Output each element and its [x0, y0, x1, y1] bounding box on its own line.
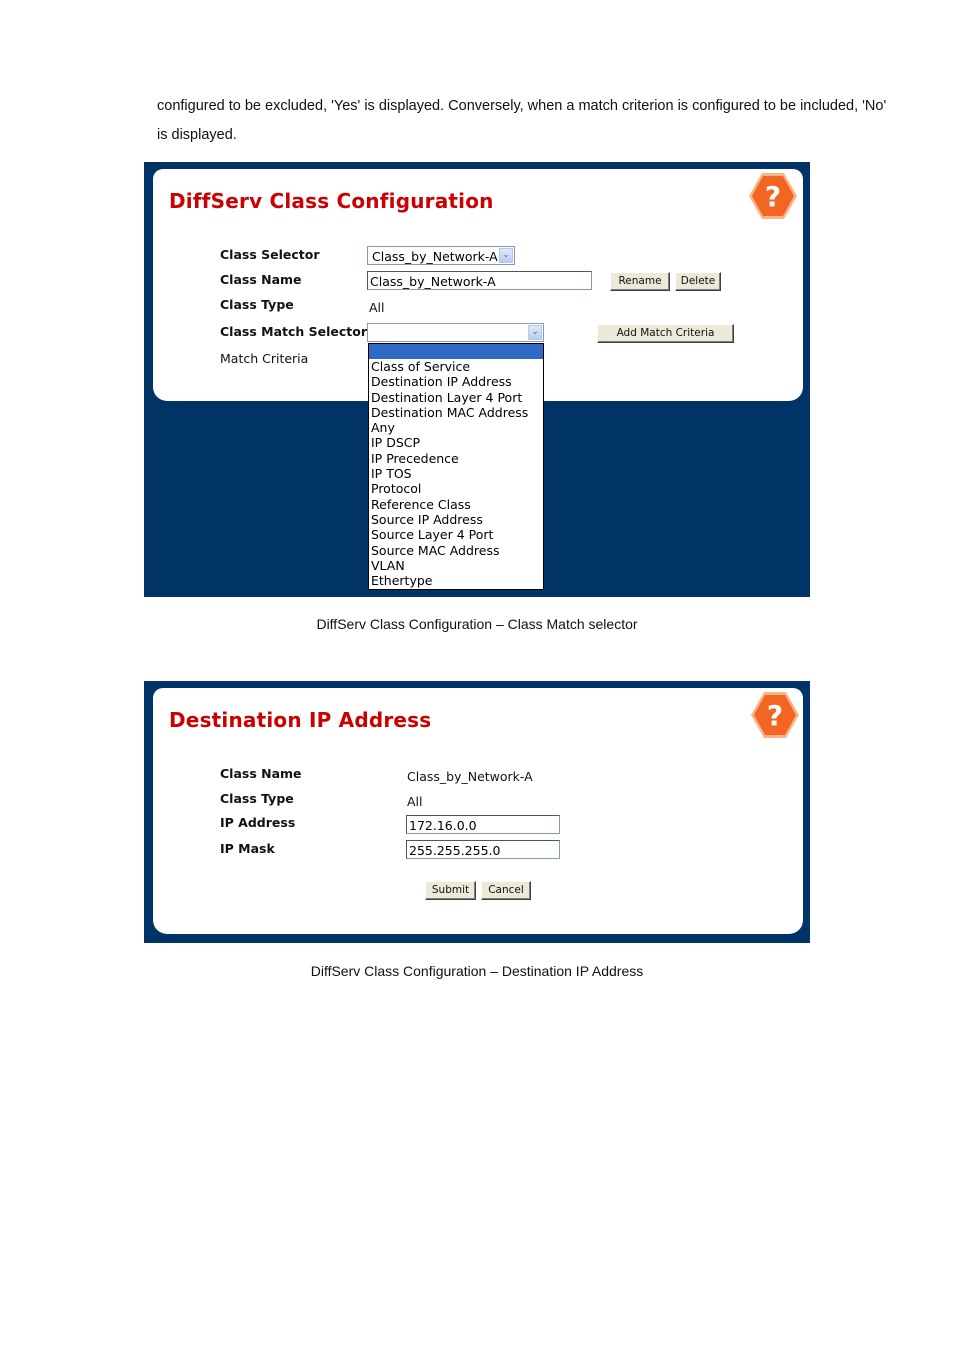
list-item[interactable]: IP TOS: [371, 466, 412, 482]
svg-text:?: ?: [764, 180, 782, 213]
intro-line-2: is displayed.: [157, 127, 237, 143]
intro-line-1: configured to be excluded, 'Yes' is displayed. Conversely, when a match criterion is configured to be included, 'No': [157, 98, 887, 114]
list-item[interactable]: IP DSCP: [371, 435, 421, 451]
ip-address-value: 172.16.0.0: [409, 818, 477, 833]
ip-address-label: IP Address: [220, 815, 296, 830]
list-item-selected-blank[interactable]: [369, 344, 543, 359]
ip-mask-label: IP Mask: [220, 841, 275, 856]
class-name-value: Class_by_Network-A: [370, 274, 496, 289]
class-name-input[interactable]: [367, 271, 592, 290]
class-selector-label: Class Selector: [220, 247, 320, 262]
class-match-options-list[interactable]: [368, 343, 544, 590]
ip-mask-input[interactable]: [406, 840, 560, 859]
add-match-criteria-button[interactable]: Add Match Criteria: [597, 324, 734, 343]
rename-button[interactable]: Rename: [610, 272, 670, 291]
list-item[interactable]: Protocol: [371, 481, 422, 497]
list-item[interactable]: Destination IP Address: [371, 374, 512, 390]
chevron-down-icon[interactable]: ⌄: [528, 325, 542, 340]
class-type-value: All: [407, 794, 423, 809]
ip-mask-value: 255.255.255.0: [409, 843, 501, 858]
class-selector-value: Class_by_Network-A: [372, 249, 498, 264]
list-item[interactable]: Source IP Address: [371, 511, 483, 527]
help-icon[interactable]: [747, 170, 799, 222]
list-item[interactable]: Destination Layer 4 Port: [371, 389, 523, 405]
ip-address-input[interactable]: [406, 815, 560, 834]
cancel-button[interactable]: Cancel: [481, 881, 531, 900]
delete-button[interactable]: Delete: [675, 272, 721, 291]
class-name-label: Class Name: [220, 272, 302, 287]
list-item[interactable]: VLAN: [371, 557, 405, 573]
page-title: Destination IP Address: [169, 708, 432, 732]
figure-1-caption: DiffServ Class Configuration – Class Match selector: [316, 616, 638, 632]
match-criteria-label: Match Criteria: [220, 351, 309, 366]
class-name-label: Class Name: [220, 766, 302, 781]
figure-class-configuration: [144, 162, 810, 597]
figure-destination-ip: [144, 681, 810, 943]
class-match-selector-dropdown[interactable]: [367, 323, 544, 342]
class-type-label: Class Type: [220, 297, 294, 312]
list-item[interactable]: Any: [371, 420, 395, 436]
class-type-label: Class Type: [220, 791, 294, 806]
list-item[interactable]: Ethertype: [371, 573, 433, 589]
help-icon[interactable]: [749, 689, 801, 741]
class-match-selector-label: Class Match Selector: [220, 324, 368, 339]
class-selector-dropdown[interactable]: [367, 246, 515, 265]
list-item[interactable]: Destination MAC Address: [371, 404, 529, 420]
list-item[interactable]: Source MAC Address: [371, 542, 500, 558]
page-title: DiffServ Class Configuration: [169, 189, 494, 213]
destination-ip-panel: [153, 688, 803, 934]
figure-2-caption: DiffServ Class Configuration – Destination IP Address: [310, 963, 644, 979]
list-item[interactable]: Class of Service: [371, 359, 471, 374]
class-type-value: All: [369, 300, 385, 315]
class-name-value: Class_by_Network-A: [407, 769, 533, 784]
list-item[interactable]: Reference Class: [371, 496, 471, 512]
intro-paragraph: [157, 92, 897, 150]
chevron-down-icon[interactable]: ⌄: [499, 248, 513, 263]
list-item[interactable]: IP Precedence: [371, 450, 459, 466]
svg-text:?: ?: [766, 699, 784, 732]
submit-button[interactable]: Submit: [425, 881, 476, 900]
list-item[interactable]: Source Layer 4 Port: [371, 527, 494, 543]
